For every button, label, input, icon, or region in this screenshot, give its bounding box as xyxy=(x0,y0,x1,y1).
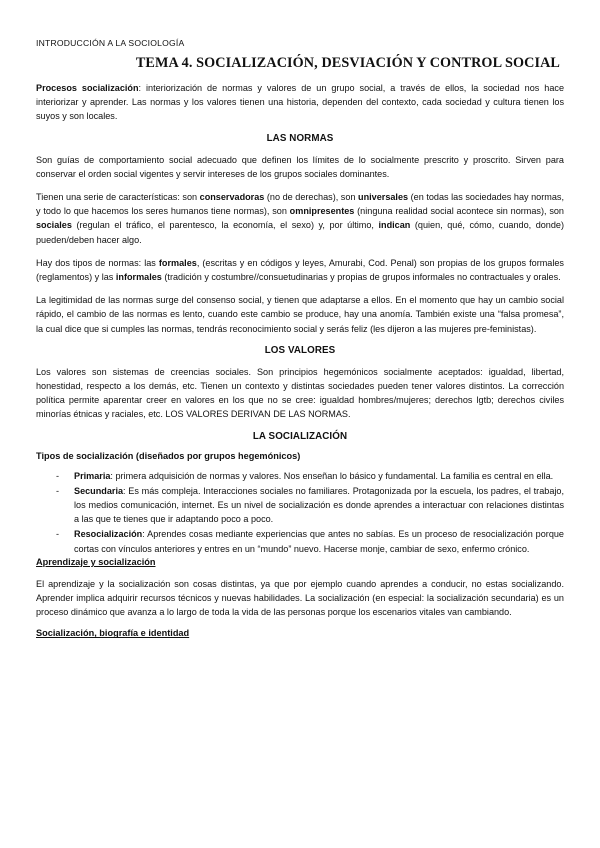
normas-legitimidad: La legitimidad de las normas surge del consenso social, y tienen que adaptarse a ellos. En el momento que hay un cambio social rápido, el cambio de las normas es lento, cuando este cambio se produce, hay una anomía. También existe una “falsa promesa”, la cual dice que si cumples las normas, tendrás reconocimiento social y serás feliz (les dijeron a las mujeres pre-feministas). xyxy=(36,295,564,334)
text-span: : primera adquisición de normas y valores. Nos enseñan lo básico y fundamental. La familia es central en ella. xyxy=(110,470,554,481)
aprendizaje-paragraph: El aprendizaje y la socialización son cosas distintas, ya que por ejemplo cuando aprendes a conducir, no estas socializando. Aprender implica adquirir recursos técnicos y nuevas habilidades. La socialización (en especial: la socialización secundaria) es un proceso dinámico que avanza a lo largo de toda la vida de las personas porque los escenarios vitales van cambiando. xyxy=(36,578,564,618)
text-span: (tradición y costumbre//consuetudinarias y propias de grupos informales no contractuales y orales. xyxy=(161,272,561,283)
socializacion-heading: LA SOCIALIZACIÓN xyxy=(252,430,348,442)
list-item-resocializacion xyxy=(36,527,564,555)
term-informales: informales xyxy=(115,272,162,283)
valores-heading: LOS VALORES xyxy=(264,344,336,356)
text-span: Tienen una serie de características: son xyxy=(36,192,200,203)
valores-paragraph: Los valores son sistemas de creencias sociales. Son principios hegemónicos socialmente aceptados: igualdad, libertad, honestidad, respecto a los demás, etc. Tienen un contexto y distintas sociedades pueden tener valores distintos. La corrección política permite aparentar creer en valores en los que no se cree: igualdad hombres/mujeres; derechos lgtb; derechos civiles minorías étnicas y raciales, etc. LOS VALORES DERIVAN DE LAS NORMAS. xyxy=(36,366,564,420)
course-name: INTRODUCCIÓN A LA SOCIOLOGÍA xyxy=(36,38,185,48)
text-span: (no de derechas), son xyxy=(264,192,359,203)
normas-characteristics xyxy=(36,190,564,247)
term-formales: formales xyxy=(158,257,197,268)
text-span: (ninguna realidad social acontece sin normas), son xyxy=(354,206,564,217)
normas-heading: LAS NORMAS xyxy=(266,132,334,144)
intro-text: : interiorización de normas y valores de un grupo social, a través de ellos, la sociedad nos hace interiorizar y aprender. Las normas y los valores tienen una historia, dependen del contexto, cada sociedad y cultura tienen los suyos y son locales. xyxy=(36,83,565,122)
term-universales: universales xyxy=(358,192,409,203)
text-span: (regulan el tráfico, el parentesco, la economía, el sexo) y, por último, xyxy=(71,220,379,231)
socializacion-types-title: Tipos de socialización (diseñados por grupos hegemónicos) xyxy=(36,450,301,461)
aprendizaje-title: Aprendizaje y socialización xyxy=(36,556,156,567)
bullet-dash: - xyxy=(56,470,60,481)
term-secundaria: Secundaria xyxy=(74,485,124,496)
term-conservadoras: conservadoras xyxy=(199,192,265,203)
socializacion-types-list xyxy=(36,469,564,556)
term-resocializacion: Resocialización xyxy=(74,529,143,540)
normas-definition: Son guías de comportamiento social adecuado que definen los límites de lo socialmente prescrito y proscrito. Sirven para conservar el orden social vigentes y servir intereses de los grupos sociales dominantes. xyxy=(36,154,564,179)
term-indican: indican xyxy=(378,220,411,231)
list-item-primaria xyxy=(36,469,564,483)
page-title: TEMA 4. SOCIALIZACIÓN, DESVIACIÓN Y CONTROL SOCIAL xyxy=(135,55,560,71)
bullet-dash: - xyxy=(56,485,60,496)
list-item-secundaria xyxy=(36,484,564,527)
normas-types xyxy=(36,256,564,284)
text-span: Hay dos tipos de normas: las xyxy=(36,257,159,268)
text-span: (en todas las sociedades hay normas, y todo lo que hacemos los seres humanos tiene normas), son xyxy=(36,192,564,217)
text-span: : Aprendes cosas mediante experiencias que antes no sabías. Es un proceso de resocialización porque cortas con vínculos anteriores y entres en un “mundo” nuevo. Hacerse monje, cambiar de sexo, enfermo crónico. xyxy=(74,529,564,554)
text-span: (quien, qué, cómo, cuando, donde) pueden/deben hacer algo. xyxy=(36,220,565,245)
text-span: , (escritas y en códigos y leyes, Amurabi, Cod. Penal) son propias de los grupos formales (reglamentos) y las xyxy=(36,257,564,283)
bullet-dash: - xyxy=(56,529,60,540)
intro-paragraph xyxy=(36,81,564,124)
term-sociales: sociales xyxy=(36,220,72,231)
text-span: : Es más compleja. Interacciones sociales no familiares. Protagonizada por la escuela, los padres, el trabajo, los medios comunicación, internet. Es un nivel de socialización es donde aprendes a interactuar con relaciones distintas a las que te tienes que ir adaptando poco a poco. xyxy=(74,485,564,525)
intro-term: Procesos socialización xyxy=(36,83,139,93)
term-primaria: Primaria xyxy=(74,470,111,481)
identidad-title: Socialización, biografía e identidad xyxy=(36,628,190,639)
term-omnipresentes: omnipresentes xyxy=(289,206,355,217)
